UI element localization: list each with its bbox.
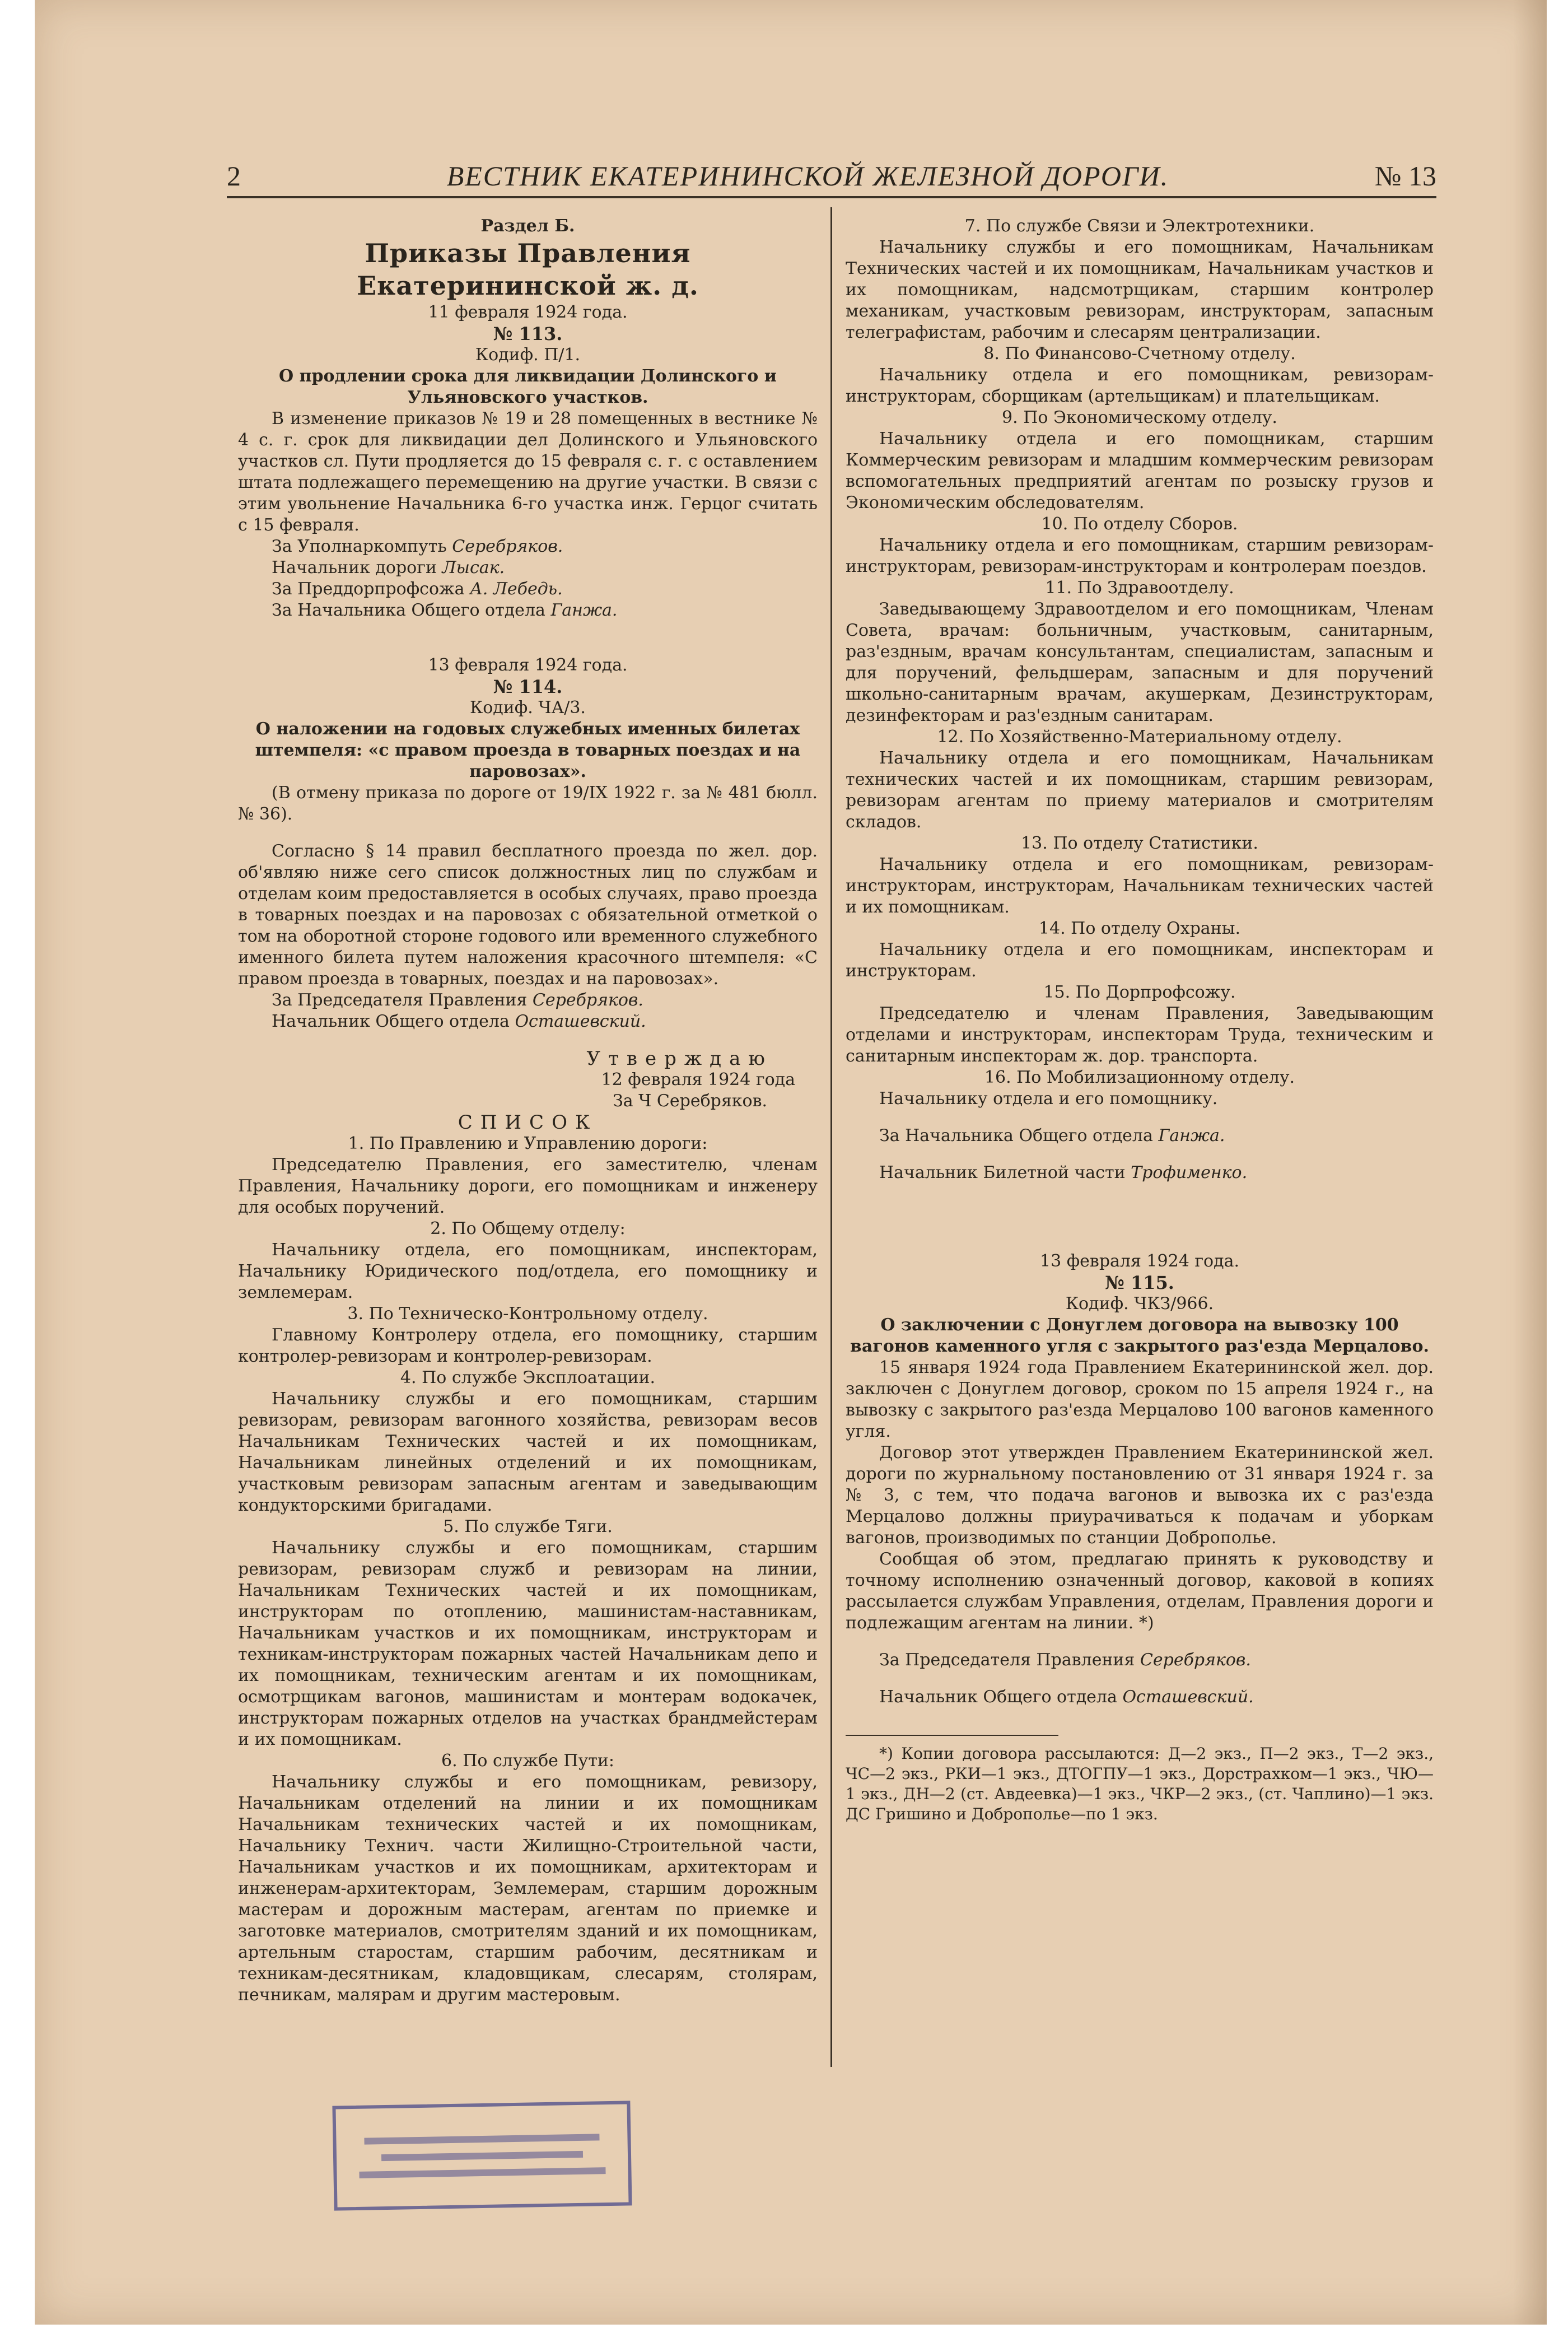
order-113-number: № 113. [493,323,563,344]
list-11-text: Заведывающему Здравоотделом и его помощникам, Членам Совета, врачам: больничным, участковым, санитарным, раз'ездным, врачам консультантам, специалистам, запасным и для поручений, фельдшерам, запасным и для поручений школьно-санитарным врачам, акушеркам, Дезинструкторам, дезинфекторам и раз'ездным санитарам. [846,599,1434,725]
list-14-heading: 14. По отделу Охраны. [1038,919,1241,938]
list-8-text: Начальнику отдела и его помощникам, ревизорам-инструкторам, сборщикам (артельщикам) и плательщикам. [846,365,1434,406]
order-115-paragraph-2: Договор этот утвержден Правлением Екатерининской жел. дороги по журнальному постановлению от 31 января 1924 г. за № 3, с тем, что подача вагонов и вывозка их с раз'езда Мерцалово должны приурачиваться к подачам и уборкам вагонов, производимых по станции Доброполье. [846,1443,1434,1548]
right-column [846,216,1434,1824]
section-heading: Приказы Правления Екатерининской ж. д. [357,238,699,301]
list-9-text: Начальнику отдела и его помощникам, старшим Коммерческим ревизорам и младшим коммерческим ревизорам вспомогательных предприятий агентам по розыску грузов и Экономическим обследователям. [846,429,1434,513]
list-12-heading: 12. По Хозяйственно-Материальному отделу. [937,727,1342,747]
list-3-text: Главному Контролеру отдела, его помощнику, старшим контролер-ревизорам и контролер-ревизорам. [238,1325,818,1366]
list-13-heading: 13. По отделу Статистики. [1021,833,1258,853]
list-9-heading: 9. По Экономическому отделу. [1002,408,1277,427]
list-5-heading: 5. По службе Тяги. [443,1517,613,1536]
list-15-heading: 15. По Дорпрофсожу. [1043,982,1236,1002]
list-8-heading: 8. По Финансово-Счетному отделу. [983,344,1296,364]
list-signature-1: За Начальника Общего отдела Ганжа. [879,1126,1225,1145]
order-114-date: 13 февраля 1924 года. [428,655,628,675]
order-113-date: 11 февраля 1924 года. [428,302,628,322]
order-115-signature-1: За Председателя Правления Серебряков. [879,1650,1251,1670]
order-115-paragraph-1: 15 января 1924 года Правлением Екатерининской жел. дор. заключен с Донуглем договор, сроком по 15 апреля 1924 г., на вывозку с закрытого раз'езда Мерцалово 100 вагонов каменного угля. [846,1358,1434,1441]
list-4-heading: 4. По службе Эксплоатации. [400,1368,656,1387]
order-113-signature-3: За Преддорпрофсожа А. Лебедь. [272,579,563,599]
column-divider [830,207,832,2067]
order-113-code: Кодиф. П/1. [475,345,581,365]
approval-signature: За Ч Серебряков. [613,1091,767,1111]
list-10-heading: 10. По отделу Сборов. [1041,514,1238,534]
order-115-number: № 115. [1105,1272,1174,1293]
list-7-text: Начальнику службы и его помощникам, Начальникам Технических частей и их помощникам, Начальникам участков и их помощникам, надсмотрщикам, старшим контролер механикам, участковым ревизорам, инструкторам, запасным телеграфистам, рабочим и слесарям централизации. [846,238,1434,342]
footnote: *) Копии договора рассылаются: Д—2 экз., П—2 экз., Т—2 экз., ЧС—2 экз., РКИ—1 экз., ДТОГПУ—1 экз., Дорстрахком—1 экз., ЧЮ—1 экз., ДН—2 (ст. Авдеевка)—1 экз., ЧКР—2 экз., (ст. Чаплино)—1 экз. ДС Гришино и Доброполье—по 1 экз. [846,1744,1434,1823]
order-115-signature-2: Начальник Общего отдела Осташевский. [879,1687,1254,1707]
list-6-heading: 6. По службе Пути: [441,1751,614,1771]
list-16-text: Начальнику отдела и его помощнику. [879,1089,1218,1109]
newspaper-title: ВЕСТНИК ЕКАТЕРИНИНСКОЙ ЖЕЛЕЗНОЙ ДОРОГИ. [446,160,1169,192]
list-3-heading: 3. По Техническо-Контрольному отделу. [347,1304,708,1324]
list-7-heading: 7. По службе Связи и Электротехники. [964,216,1315,236]
order-114-code: Кодиф. ЧА/3. [470,698,586,718]
list-14-text: Начальнику отдела и его помощникам, инспекторам и инструкторам. [846,940,1434,981]
header-rule [227,196,1436,198]
order-114-subject: О наложении на годовых служебных именных билетах штемпеля: «с правом проезда в товарных поездах и на паровозах». [255,719,801,781]
list-5-text: Начальнику службы и его помощникам, старшим ревизорам, ревизорам служб и ревизорам на линии, Начальникам Технических частей и их помощникам, инструкторам по отоплению, машинистам-наставникам, Начальникам участков и их помощникам, инструкторам и техникам-инструкторам пожарных частей Начальникам депо и их помощникам, техническим агентам и их помощникам, осмотрщикам вагонов, машинистам и монтерам водокачек, инструкторам пожарных отделов на участках брандмейстерам и их помощникам. [238,1538,818,1749]
order-115-subject: О заключении с Донуглем договора на вывозку 100 вагонов каменного угля с закрытого раз'езда Мерцалово. [850,1315,1429,1356]
list-12-text: Начальнику отдела и его помощникам, Начальникам технических частей и их помощникам, старшим ревизорам, ревизорам агентам по приему материалов и смотрителям складов. [846,748,1434,832]
approval-date: 12 февраля 1924 года [601,1070,795,1089]
order-114-signature-2: Начальник Общего отдела Осташевский. [272,1012,646,1031]
order-115-code: Кодиф. ЧКЗ/966. [1065,1294,1214,1314]
page-number: 2 [227,160,241,192]
order-113-signature-4: За Начальника Общего отдела Ганжа. [272,600,618,620]
list-1-heading: 1. По Правлению и Управлению дороги: [348,1134,708,1153]
list-2-heading: 2. По Общему отделу: [430,1219,626,1238]
list-13-text: Начальнику отдела и его помощникам, ревизорам-инструкторам, инструкторам, Начальникам технических частей и их помощникам. [846,855,1434,917]
footnote-rule [846,1735,1058,1736]
order-113-signature-2: Начальник дороги Лысак. [272,558,505,578]
approval-word: Утверждаю [586,1047,773,1070]
left-column [238,216,818,2006]
order-113-signature-1: За Уполнаркомпуть Серебряков. [272,537,563,556]
order-115-paragraph-3: Сообщая об этом, предлагаю принять к руководству и точному исполнению означенный договор, каковой в копиях рассылается службам Управления, отделам, Правления дороги и подлежащим агентам на линии. *) [846,1549,1434,1633]
order-114-signature-1: За Председателя Правления Серебряков. [272,990,643,1010]
page-header [227,160,1436,193]
list-title: СПИСОК [458,1111,598,1134]
order-114-number: № 114. [493,676,563,697]
list-10-text: Начальнику отдела и его помощникам, старшим ревизорам-инструкторам, ревизорам-инструкторам и контролерам поездов. [846,535,1434,576]
list-4-text: Начальнику службы и его помощникам, старшим ревизорам, ревизорам вагонного хозяйства, ревизорам весов Начальникам Технических частей и их помощникам, Начальникам линейных отделений и их помощникам, участковым ревизорам запасным агентам и заведывающим кондукторскими бригадами. [238,1389,818,1515]
list-11-heading: 11. По Здравоотделу. [1045,578,1234,598]
section-label: Раздел Б. [480,216,575,236]
list-15-text: Председателю и членам Правления, Заведывающим отделами и инструкторам, инспекторам Труда, техническим и санитарным инспекторам ж. дор. транспорта. [846,1004,1434,1066]
order-113-subject: О продлении срока для ликвидации Долинского и Ульяновского участков. [279,366,777,407]
list-1-text: Председателю Правления, его заместителю, членам Правления, Начальнику дороги, его помощникам и инженеру для особых поручений. [238,1155,818,1217]
list-2-text: Начальнику отдела, его помощникам, инспекторам, Начальнику Юридического под/отдела, его помощнику и землемерам. [238,1240,818,1302]
list-signature-2: Начальник Билетной части Трофименко. [879,1163,1248,1182]
ink-stamp [332,2101,632,2210]
order-114-note: (В отмену приказа по дороге от 19/IX 1922 г. за № 481 бюлл. № 36). [238,783,818,824]
list-16-heading: 16. По Мобилизационному отделу. [984,1068,1295,1087]
order-114-text: Согласно § 14 правил бесплатного проезда по жел. дор. об'являю ниже сего список должностных лиц по службам и отделам коим предоставляется в особых случаях, право проезда в товарных поездах и на паровозах с обязательной отметкой о том на оборотной стороне годового или временного служебного именного билета путем наложения красочного штемпеля: «С правом проезда в товарных, поездах и на паровозах». [238,841,818,989]
order-115-date: 13 февраля 1924 года. [1039,1251,1239,1271]
order-113-text: В изменение приказов № 19 и 28 помещенных в вестнике № 4 с. г. срок для ликвидации дел Долинского и Ульяновского участков сл. Пути продляется до 15 февраля с. г. с оставлением штата подлежащего перемещению на другие участки. В связи с этим увольнение Начальника 6-го участка инж. Герцог считать с 15 февраля. [238,409,818,535]
list-6-text: Начальнику службы и его помощникам, ревизору, Начальникам отделений на линии и их помощникам Начальникам технических частей и их помощникам, Начальнику Технич. части Жилищно-Строительной части, Начальникам участков и их помощникам, архитекторам и инженерам-архитекторам, Землемерам, старшим дорожным мастерам и дорожным мастерам, агентам по приемке и заготовке материалов, смотрителям зданий и их помощникам, артельным старостам, старшим рабочим, десятникам и техникам-десятникам, кладовщикам, слесарям, столярам, печникам, малярам и другим мастеровым. [238,1772,818,2005]
issue-number: № 13 [1374,160,1436,192]
